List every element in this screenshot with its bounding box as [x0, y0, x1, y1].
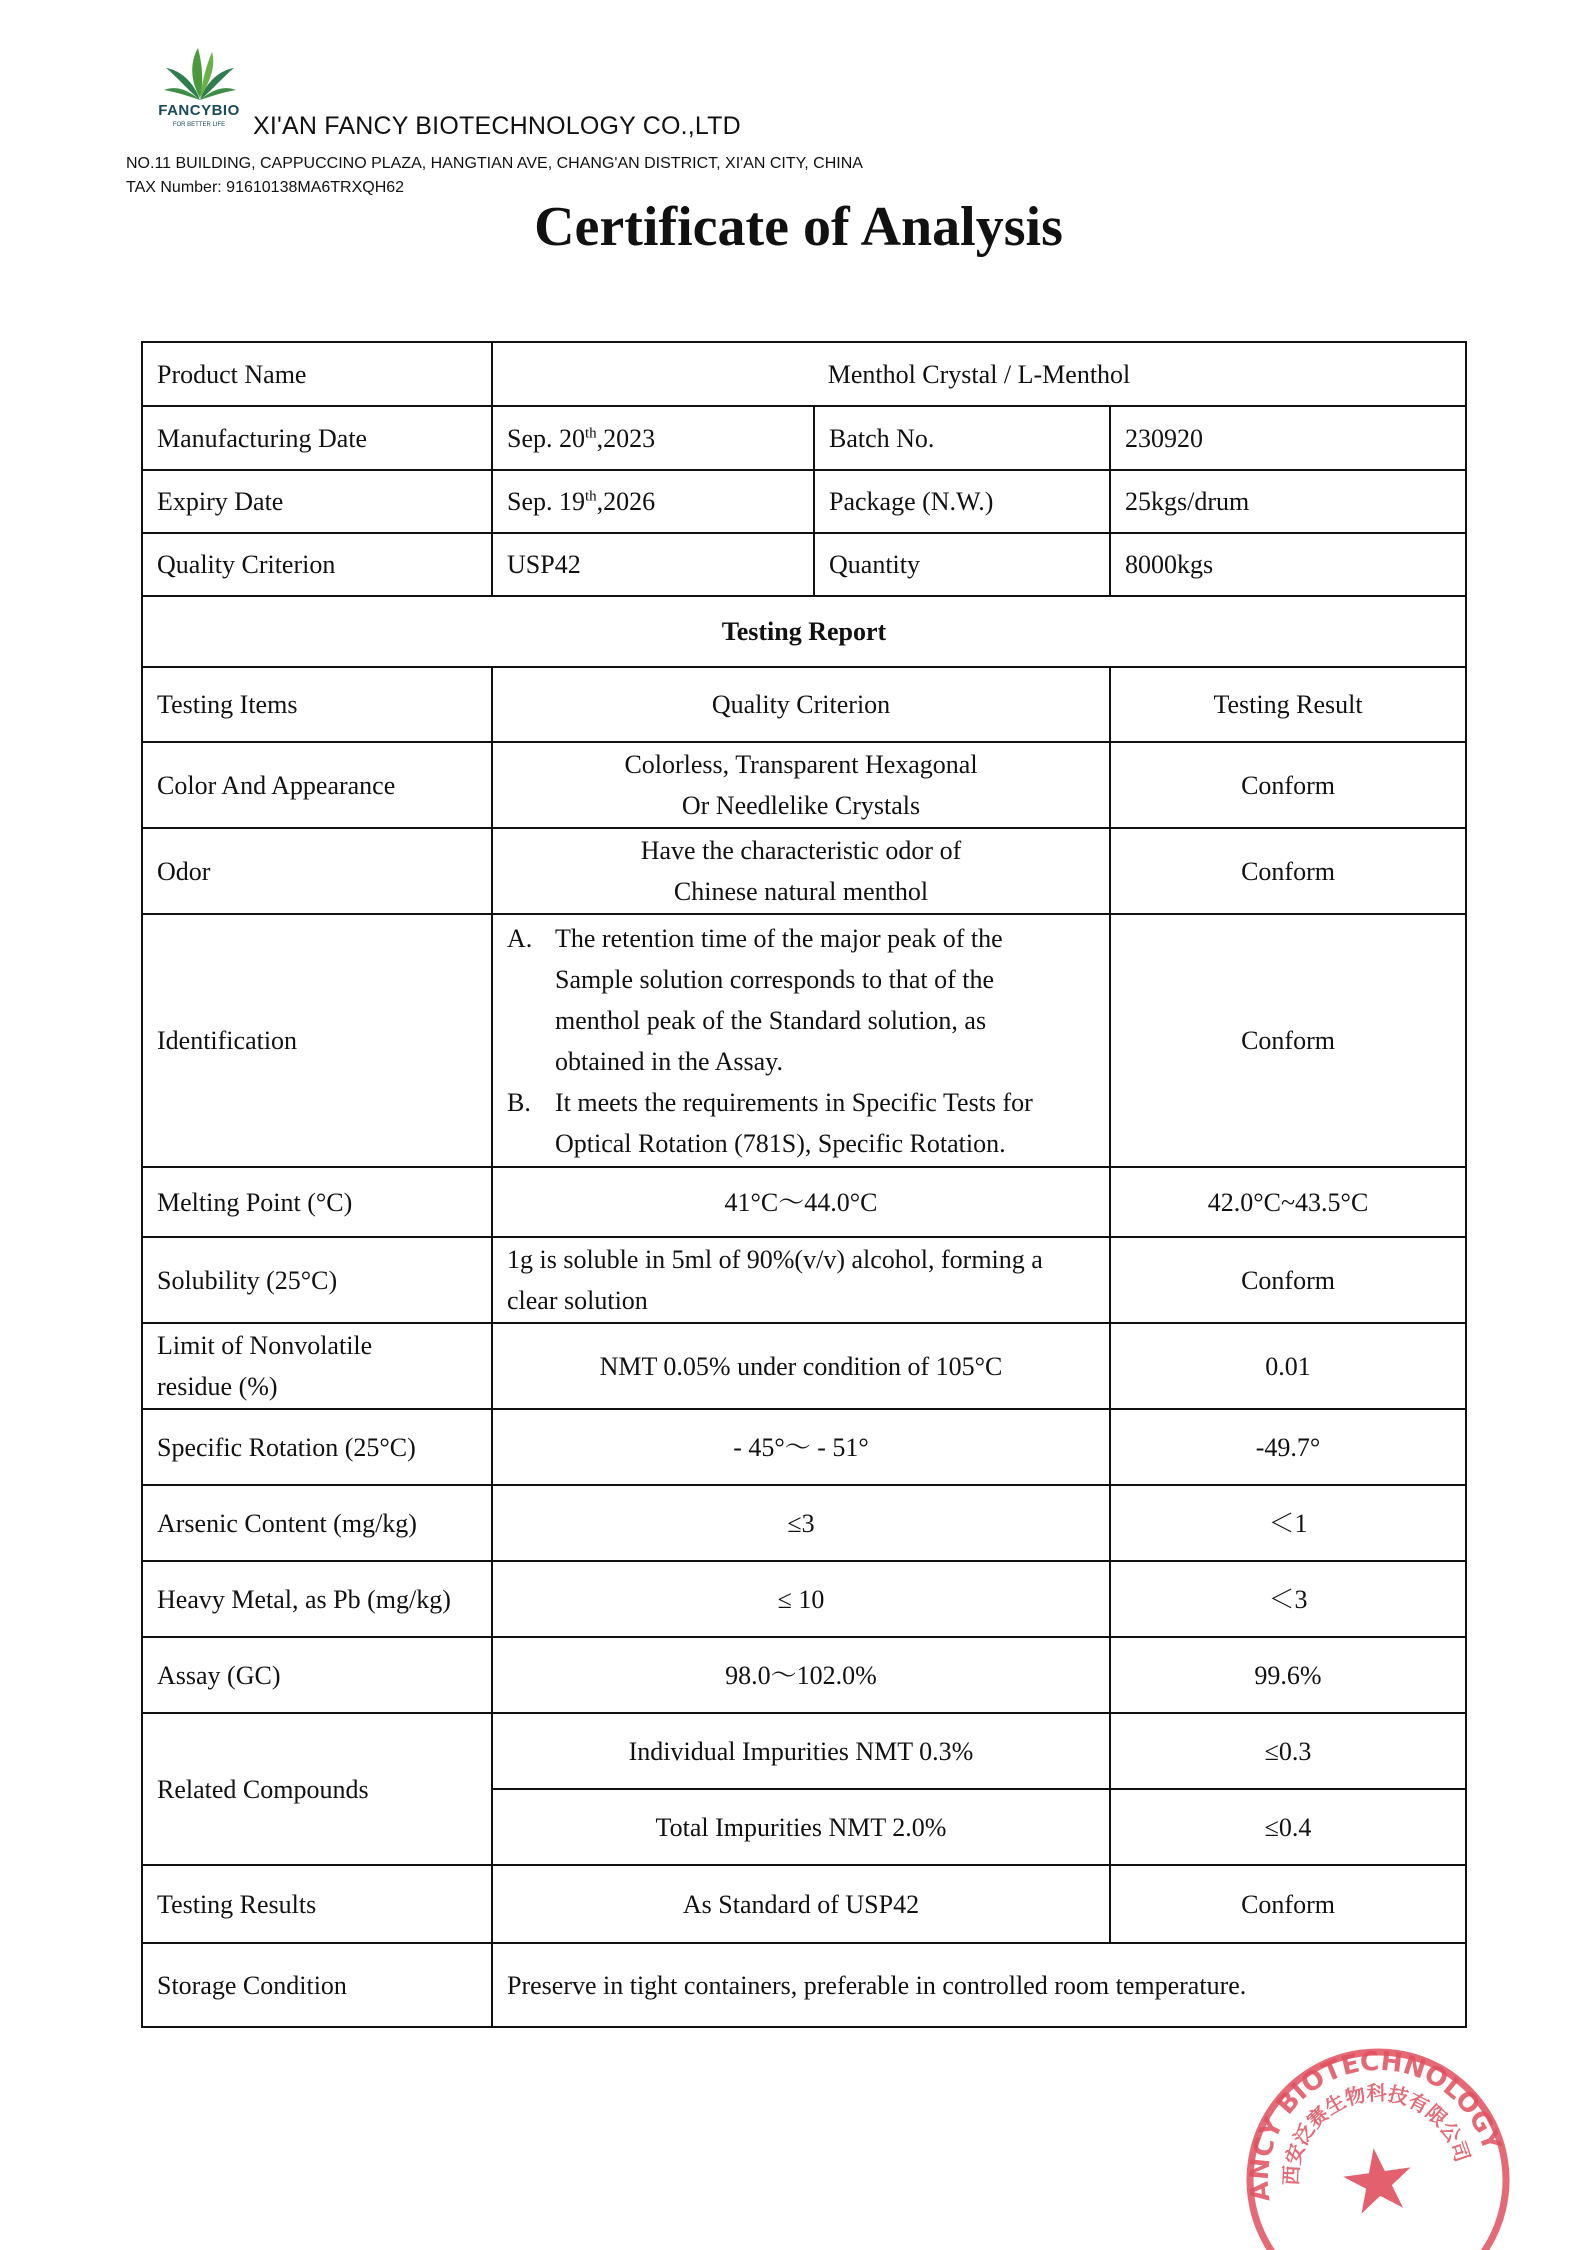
- expiry-date-label: Expiry Date: [142, 470, 492, 533]
- test-criterion: Total Impurities NMT 2.0%: [492, 1789, 1110, 1865]
- expiry-row: [142, 470, 1466, 533]
- table-row: [142, 828, 1466, 914]
- table-row: [142, 914, 1466, 1167]
- test-result: ≤0.4: [1110, 1789, 1466, 1865]
- document-title: Certificate of Analysis: [534, 196, 1063, 258]
- test-criterion: As Standard of USP42: [492, 1865, 1110, 1943]
- test-item: Specific Rotation (25°C): [142, 1409, 492, 1485]
- test-item: Identification: [142, 914, 492, 1167]
- logo-wordmark: FANCYBIO: [158, 102, 240, 119]
- test-criterion: - 45°～ - 51°: [492, 1409, 1110, 1485]
- test-item: Assay (GC): [142, 1637, 492, 1713]
- testing-report-heading: Testing Report: [142, 596, 1466, 667]
- test-criterion: [492, 742, 1110, 828]
- item-line: residue (%): [157, 1372, 278, 1401]
- batch-label: Batch No.: [814, 406, 1110, 470]
- list-item: [507, 1082, 1095, 1123]
- test-item: Arsenic Content (mg/kg): [142, 1485, 492, 1561]
- list-item: [507, 918, 1095, 959]
- testing-report-heading-row: [142, 596, 1466, 667]
- manufacturing-row: [142, 406, 1466, 470]
- package-value: 25kgs/drum: [1110, 470, 1466, 533]
- criterion-line: Or Needlelike Crystals: [681, 791, 921, 820]
- criterion-row: [142, 533, 1466, 596]
- expiry-ordinal: th: [585, 488, 597, 505]
- test-result: -49.7°: [1110, 1409, 1466, 1485]
- list-marker: B.: [507, 1087, 531, 1117]
- test-criterion: [492, 1237, 1110, 1323]
- document-header: [0, 0, 1587, 300]
- table-row: [142, 1561, 1466, 1637]
- table-row: [142, 1167, 1466, 1237]
- test-item: Color And Appearance: [142, 742, 492, 828]
- test-item: Storage Condition: [142, 1943, 492, 2027]
- mfg-day: Sep. 20: [507, 423, 585, 453]
- test-result: ≤0.3: [1110, 1713, 1466, 1789]
- col-header-testing-result: Testing Result: [1110, 667, 1466, 742]
- test-criterion: [492, 828, 1110, 914]
- identification-list: [507, 918, 1095, 1164]
- test-criterion: NMT 0.05% under condition of 105°C: [492, 1323, 1110, 1409]
- test-result: ＜1: [1110, 1485, 1466, 1561]
- test-criterion: 41°C～44.0°C: [492, 1167, 1110, 1237]
- table-row: [142, 1323, 1466, 1409]
- test-item: Testing Results: [142, 1865, 492, 1943]
- test-item: [142, 1323, 492, 1409]
- criterion-line: 1g is soluble in 5ml of 90%(v/v) alcohol, forming a: [507, 1245, 1043, 1274]
- list-marker: A.: [507, 923, 533, 953]
- package-label: Package (N.W.): [814, 470, 1110, 533]
- list-item: [507, 1041, 1095, 1082]
- list-text: obtained in the Assay.: [555, 1046, 783, 1076]
- test-result: Conform: [1110, 828, 1466, 914]
- test-item: Odor: [142, 828, 492, 914]
- product-name-row: [142, 342, 1466, 406]
- analysis-table: [141, 341, 1467, 2028]
- test-criterion: ≤3: [492, 1485, 1110, 1561]
- column-header-row: [142, 667, 1466, 742]
- table-row: [142, 1237, 1466, 1323]
- test-criterion: ≤ 10: [492, 1561, 1110, 1637]
- table-row: [142, 1865, 1466, 1943]
- test-item: Solubility (25°C): [142, 1237, 492, 1323]
- seal-english-text: FANCY BIOTECHNOLOGY: [1244, 2046, 1507, 2203]
- tax-number: TAX Number: 91610138MA6TRXQH62: [126, 179, 405, 196]
- list-text: The retention time of the major peak of the: [555, 923, 1003, 953]
- test-result: Conform: [1110, 1865, 1466, 1943]
- test-criterion: 98.0～102.0%: [492, 1637, 1110, 1713]
- list-item: [507, 1000, 1095, 1041]
- list-text: menthol peak of the Standard solution, as: [555, 1005, 987, 1035]
- quality-criterion-label: Quality Criterion: [142, 533, 492, 596]
- quality-criterion-value: USP42: [492, 533, 814, 596]
- test-criterion: Preserve in tight containers, preferable in controlled room temperature.: [492, 1943, 1466, 2027]
- product-name-value: Menthol Crystal / L-Menthol: [492, 342, 1466, 406]
- expiry-day: Sep. 19: [507, 487, 585, 516]
- criterion-line: Chinese natural menthol: [673, 877, 929, 906]
- list-text: Optical Rotation (781S), Specific Rotation.: [555, 1128, 1006, 1158]
- test-result: ＜3: [1110, 1561, 1466, 1637]
- table-row: [142, 1943, 1466, 2027]
- test-criterion: Individual Impurities NMT 0.3%: [492, 1713, 1110, 1789]
- test-result: Conform: [1110, 1237, 1466, 1323]
- item-line: Limit of Nonvolatile: [157, 1331, 373, 1360]
- table-row: [142, 1409, 1466, 1485]
- criterion-line: Colorless, Transparent Hexagonal: [624, 750, 978, 779]
- criterion-line: Have the characteristic odor of: [640, 836, 962, 865]
- expiry-year: ,2026: [596, 487, 656, 516]
- test-result: 99.6%: [1110, 1637, 1466, 1713]
- table-row: [142, 1485, 1466, 1561]
- product-name-label: Product Name: [142, 342, 492, 406]
- table-row: [142, 1637, 1466, 1713]
- test-item: Related Compounds: [142, 1713, 492, 1865]
- list-item: [507, 1123, 1095, 1164]
- company-address: NO.11 BUILDING, CAPPUCCINO PLAZA, HANGTIAN AVE, CHANG'AN DISTRICT, XI'AN CITY, CHINA: [126, 155, 863, 172]
- table-row: [142, 742, 1466, 828]
- table-row: [142, 1713, 1466, 1789]
- test-criterion: [492, 914, 1110, 1167]
- test-result: Conform: [1110, 914, 1466, 1167]
- quantity-value: 8000kgs: [1110, 533, 1466, 596]
- test-result: 0.01: [1110, 1323, 1466, 1409]
- company-seal-stamp-icon: [1228, 2030, 1528, 2250]
- batch-value: 230920: [1110, 406, 1466, 470]
- mfg-year: ,2023: [596, 423, 656, 453]
- logo-tagline: FOR BETTER LIFE: [172, 122, 226, 128]
- list-text: It meets the requirements in Specific Tests for: [555, 1087, 1033, 1117]
- col-header-testing-items: Testing Items: [142, 667, 492, 742]
- list-text: Sample solution corresponds to that of the: [555, 964, 995, 994]
- col-header-quality-criterion: Quality Criterion: [492, 667, 1110, 742]
- quantity-label: Quantity: [814, 533, 1110, 596]
- seal-chinese-text: 西安泛赛生物科技有限公司: [1278, 2080, 1475, 2186]
- test-item: Melting Point (°C): [142, 1167, 492, 1237]
- manufacturing-date-label: Manufacturing Date: [142, 406, 492, 470]
- test-item: Heavy Metal, as Pb (mg/kg): [142, 1561, 492, 1637]
- mfg-ordinal: th: [585, 424, 597, 441]
- test-result: 42.0°C~43.5°C: [1110, 1167, 1466, 1237]
- list-item: [507, 959, 1095, 1000]
- criterion-line: clear solution: [507, 1286, 648, 1315]
- company-name: XI'AN FANCY BIOTECHNOLOGY CO.,LTD: [253, 112, 741, 140]
- manufacturing-date-value: [492, 406, 814, 470]
- expiry-date-value: [492, 470, 814, 533]
- test-result: Conform: [1110, 742, 1466, 828]
